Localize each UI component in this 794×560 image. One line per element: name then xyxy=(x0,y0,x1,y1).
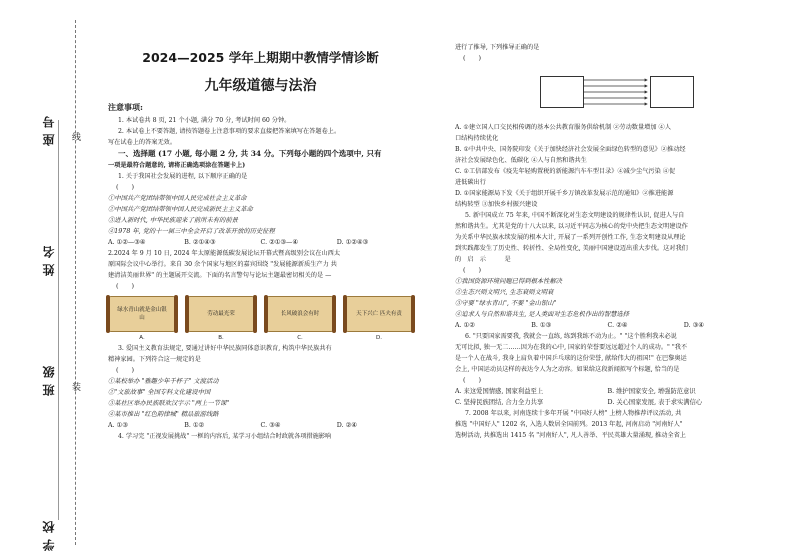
q6-line: 是一个人在战斗, 我身上肩负着中国乒乓球的这份荣誉, 献给伟大的祖国!" 在巴黎奥运 xyxy=(455,355,687,362)
q4-option-c-cont: 进低碳出行 xyxy=(455,179,486,186)
scroll-label: D. xyxy=(376,335,382,341)
q4-option-d-cont: 结构转型 ③加快乡村振兴建设 xyxy=(455,201,538,208)
binding-margin xyxy=(0,0,100,560)
q4-diagram xyxy=(455,68,760,120)
scroll-image: 天下兴亡 匹夫有责 xyxy=(345,296,413,332)
q2-line: 建清洁美丽世界" 的主题展开交流。下面的名言警句与论坛主题最密切相关的是 — xyxy=(108,272,332,279)
q5-item: ①我国资源环境问题已得到根本性解决 xyxy=(455,278,563,285)
binding-solid-line xyxy=(58,120,59,520)
left-column xyxy=(108,48,413,442)
q4-option-b[interactable]: B. ①中共中央、国务院印发《关于加快经济社会发展全面绿色转型的意见》②推动经 xyxy=(455,146,686,153)
q6-answer-paren: ( ) xyxy=(463,376,482,384)
q3-line: 精神家园。下列符合这一规定的是 xyxy=(108,356,201,363)
q3-item: ③某社区举办民族联欢汉字示 "两上一节课" xyxy=(108,400,230,407)
q4-option-b-cont: 济社会发展绿色化、低碳化 ④人与自然和谐共生 xyxy=(455,157,587,164)
q1-item: ④1978 年, 党的十一届三中全会开启了改革开放的历史征程 xyxy=(108,228,275,235)
q3-item: ④某市推出 "红色韵律城" 精品旅游线路 xyxy=(108,411,219,418)
q5-item: ②生态兴则文明兴, 生态衰则文明衰 xyxy=(455,289,554,296)
school-label: 学校 xyxy=(42,515,56,551)
q1-stem: 1. 关于我国社会发展的进程, 以下顺序正确的是 xyxy=(118,173,248,180)
q2-line: 2.2024 年 9 月 10 日, 2024 年太原能源低碳发展论坛开幕式暨高级别会议在山西太 xyxy=(108,250,341,257)
q3-options xyxy=(108,420,413,431)
scroll-label: B. xyxy=(218,335,224,341)
q3-option-c[interactable]: C. ③④ xyxy=(260,422,281,429)
q5-option-c[interactable]: C. ②④ xyxy=(607,322,628,329)
q2-line: 原国际会议中心举行。来自 30 余个国家与地区的嘉宾围绕 "发展能源新质生产力 共 xyxy=(108,261,337,268)
scroll-label: A. xyxy=(139,335,145,341)
q3-option-b[interactable]: B. ①② xyxy=(184,422,205,429)
q1-option-c[interactable]: C. ②①③—④ xyxy=(260,239,298,246)
notice-item: 写在试卷上的答案无效。 xyxy=(108,139,177,146)
arrow-group-icon xyxy=(583,76,649,108)
q5-option-a[interactable]: A. ①② xyxy=(455,322,475,329)
q2-scroll-c[interactable] xyxy=(266,296,334,341)
q5-item: ④追求人与自然和谐共生, 是人类面对生态危机作出的智慧选择 xyxy=(455,311,630,318)
seat-label: 座号 xyxy=(42,110,56,146)
q5-line: 然和谐共生。尤其是党的十八大以来, 以习近平同志为核心的党中央把生态文明建设作 xyxy=(455,223,688,230)
exam-title: 2024—2025 学年上期期中教情学情诊断 xyxy=(142,50,379,65)
q6-line: 无可比拟, 独一无二……因为在我的心中, 国家的荣誉要远远超过个人的成功。" "我不 xyxy=(455,344,688,351)
q5-line: 的 启 示 是 xyxy=(455,256,511,263)
q5-line: 5. 新中国成立 75 年来, 中国不断深化对生态文明建设的规律性认识, 促进人与自 xyxy=(465,212,685,219)
q4-option-d[interactable]: D. ①国家能源局下发《关于组织开展千乡万镇改革发展示范的通知》②推进能源 xyxy=(455,190,674,197)
q5-line: 为关系中华民族永续发展的根本大计, 开展了一系列开创性工作, 生态文明建设从理论 xyxy=(455,234,686,241)
q5-answer-paren: ( ) xyxy=(463,266,482,274)
binding-mark-2: 线 xyxy=(72,133,82,143)
q1-item: ①中国共产党团结带领中国人民完成社会主义革命 xyxy=(108,195,247,202)
binding-mark-1: 装 xyxy=(72,383,82,393)
q3-answer-paren: ( ) xyxy=(116,366,135,374)
q7-line: 7. 2008 年以来, 河南连续十多年开展 "中国好人榜" 上榜人物推荐评议活动, 共 xyxy=(465,410,682,417)
q7-line: 选树活动, 共推选出 1415 名 "河南好人", 凡人善举、平民英雄大量涌现, 推动全省上 xyxy=(455,432,686,439)
q6-line: 6. "只要国家需要我, 我就会一直练, 练到我练不动为止。" "这个胜利我未必说 xyxy=(465,333,677,340)
q2-scroll-d[interactable] xyxy=(345,296,413,341)
q3-option-d[interactable]: D. ②④ xyxy=(336,422,357,429)
q6-option-b[interactable]: B. 维护国家安全, 增强防范意识 xyxy=(607,388,696,395)
q3-option-a[interactable]: A. ①③ xyxy=(108,422,128,429)
q5-option-d[interactable]: D. ③④ xyxy=(683,322,704,329)
q7-line: 推选 "中国好人" 1202 名, 入选人数居全国前列。2013 年起, 河南启动 "河南好人" xyxy=(455,421,683,428)
scroll-label: C. xyxy=(297,335,303,341)
class-label: 班级 xyxy=(42,360,56,396)
q4-option-c[interactable]: C. ①工信部发布《疫先年轻购置税的新能源汽车车型目录》④减少尘气污染 ④促 xyxy=(455,168,676,175)
q6-options-row1 xyxy=(455,386,760,397)
q1-option-d[interactable]: D. ①②④③ xyxy=(336,239,369,246)
q4-line: 4. 学习完 "正视发展挑战" 一框的内容后, 某学习小组结合时政就各项措施影响 xyxy=(118,433,332,440)
name-label: 姓名 xyxy=(42,240,56,276)
q2-scroll-images xyxy=(108,296,413,341)
q1-answer-paren: ( ) xyxy=(116,183,135,191)
q6-option-a[interactable]: A. 来这爱国情感, 国家利益至上 xyxy=(455,388,544,395)
q5-option-b[interactable]: B. ①③ xyxy=(531,322,552,329)
q4-cont-line: 进行了推导, 下列推导正确的是 xyxy=(455,44,540,51)
q4-option-a[interactable]: A. ①建立国人口交民相传调的基本公共教育服务供给机制 ②劳动数量增加 ④人 xyxy=(455,124,671,131)
q2-scroll-a[interactable] xyxy=(108,296,176,341)
q1-options xyxy=(108,237,413,248)
notice-item: 1. 本试卷共 8 页, 21 个小题, 满分 70 分, 考试时间 60 分钟。 xyxy=(118,117,291,124)
q1-option-b[interactable]: B. ②①④③ xyxy=(184,239,216,246)
diagram-box-left xyxy=(540,76,584,108)
q1-item: ②中国共产党团结带领中国人民完成新民主主义革命 xyxy=(108,206,253,213)
q6-option-c[interactable]: C. 坚持民族团结, 合力全力共享 xyxy=(455,399,544,406)
diagram-box-right xyxy=(650,76,694,108)
q1-item: ③进入新时代, 中华民族迎来了前所未有的前景 xyxy=(108,217,238,224)
scroll-image: 劳动最光荣 xyxy=(187,296,255,332)
cut-line xyxy=(75,20,76,545)
q2-answer-paren: ( ) xyxy=(116,282,135,290)
q4-option-a-cont: 口结构持续优化 xyxy=(455,135,499,142)
notice-item: 2. 本试卷上不要答题, 请按答题卷上注意事项的要求直接把答案填写在答题卷上。 xyxy=(118,128,341,135)
q1-option-a[interactable]: A. ①②—③④ xyxy=(108,239,146,246)
q5-item: ③守要 "绿水青山", 不要 "金山银山" xyxy=(455,300,557,307)
q4-answer-paren: ( ) xyxy=(463,54,482,62)
q6-options-row2 xyxy=(455,397,760,408)
scroll-image: 长风破浪会有时 xyxy=(266,296,334,332)
q6-option-d[interactable]: D. 关心国家发展, 表于求实满信心 xyxy=(607,399,703,406)
exam-subject: 九年级道德与法治 xyxy=(204,78,317,94)
section-heading: 一、选择题 (17 小题, 每小题 2 分, 共 34 分。下列每小题的四个选项中, 只有 xyxy=(118,149,382,158)
q2-scroll-b[interactable] xyxy=(187,296,255,341)
q3-item: ①某校举办 "雅趣少年千杯子" 文渡活动 xyxy=(108,378,219,385)
right-column xyxy=(455,42,760,441)
q3-item: ②"文旅故事" 全国专科文化建设中国 xyxy=(108,389,211,396)
q6-line: 会上, 中国运动员这样的表达令人为之动容。如果给这段新闻拟写个标题, 恰当的是 xyxy=(455,366,680,373)
q5-line: 到实践都发生了历史性、转折性、全局性变化, 美丽中国建设迈出重大步伐。这对我们 xyxy=(455,245,688,252)
q5-options xyxy=(455,320,760,331)
section-heading-cont: 一项是最符合题意的, 请将正确选项涂在答题卡上) xyxy=(108,162,246,169)
scroll-image: 绿水青山就是金山银山 xyxy=(108,296,176,332)
q3-line: 3. 爱国主义教育法规定, 要通过讲好中华民族同体意识教育, 构筑中华民族共有 xyxy=(118,345,332,352)
notice-title: 注意事项: xyxy=(108,102,143,112)
